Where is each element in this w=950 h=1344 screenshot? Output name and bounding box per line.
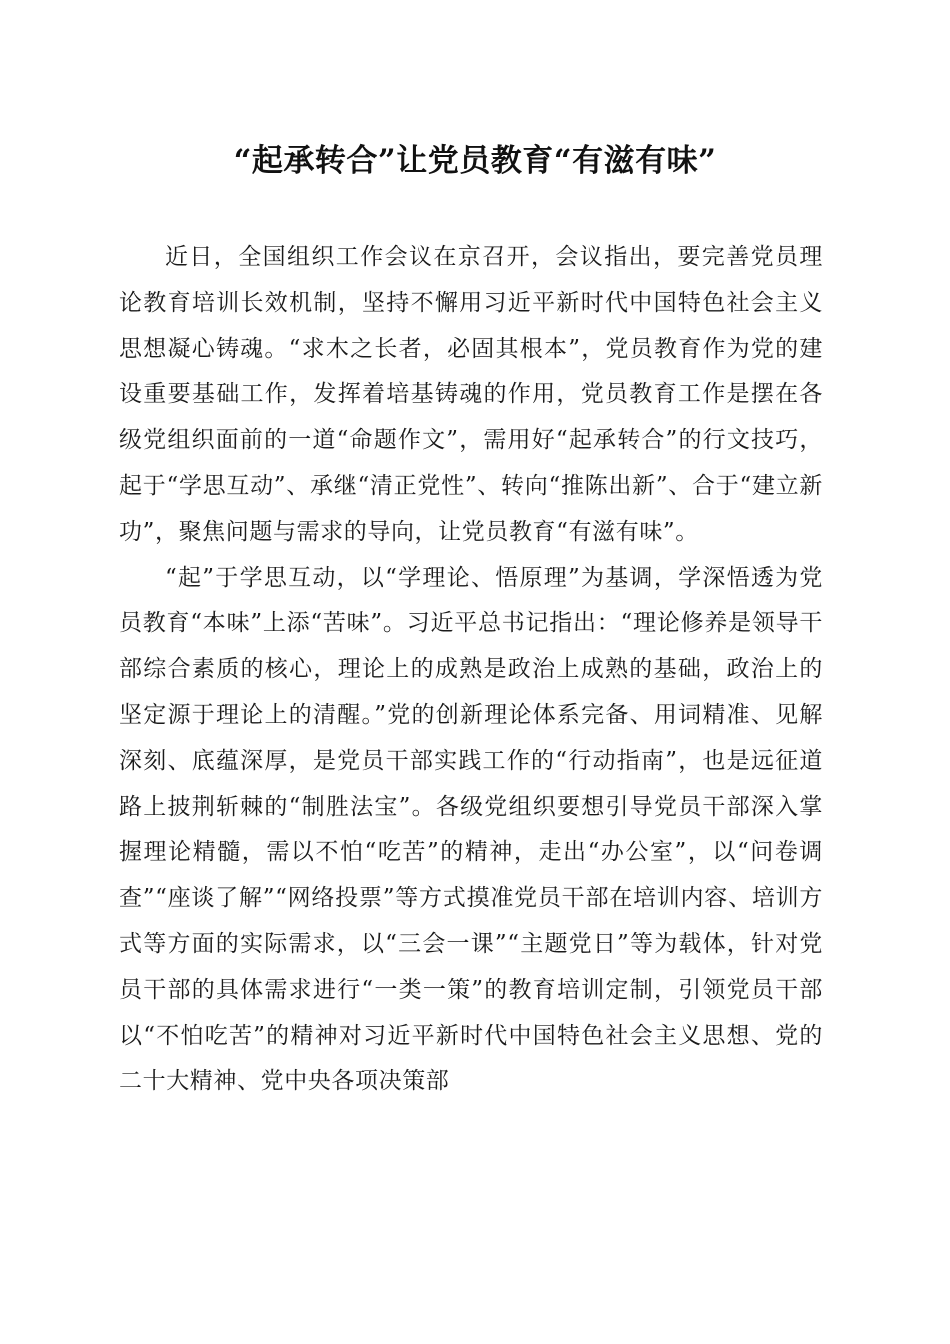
paragraph-1: 近日，全国组织工作会议在京召开，会议指出，要完善党员理论教育培训长效机制，坚持不懈用习近平新时代中国特色社会主义思想凝心铸魂。“求木之长者，必固其根本”，党员教育作为党的建设重要基础工作，发挥着培基铸魂的作用，党员教育工作是摆在各级党组织面前的一道“命题作文”，需用好“起承转合”的行文技巧，起于“学思互动”、承继“清正党性”、转向“推陈出新”、合于“建立新功”，聚焦问题与需求的导向，让党员教育“有滋有味”。	[119, 244, 823, 545]
article-body	[119, 235, 823, 1105]
article-title: “起承转合”让党员教育“有滋有味”	[233, 143, 717, 179]
paragraph-2: “起”于学思互动，以“学理论、悟原理”为基调，学深悟透为党员教育“本味”上添“苦味”。习近平总书记指出：“理论修养是领导干部综合素质的核心，理论上的成熟是政治上成熟的基础，政治上的坚定源于理论上的清醒。”党的创新理论体系完备、用词精准、见解深刻、底蕴深厚，是党员干部实践工作的“行动指南”，也是远征道路上披荆斩棘的“制胜法宝”。各级党组织要想引导党员干部深入掌握理论精髓，需以不怕“吃苦”的精神，走出“办公室”，以“问卷调查”“座谈了解”“网络投票”等方式摸准党员干部在培训内容、培训方式等方面的实际需求，以“三会一课”“主题党日”等为载体，针对党员干部的具体需求进行“一类一策”的教育培训定制，引领党员干部以“不怕吃苦”的精神对习近平新时代中国特色社会主义思想、党的二十大精神、党中央各项决策部	[119, 564, 823, 1095]
